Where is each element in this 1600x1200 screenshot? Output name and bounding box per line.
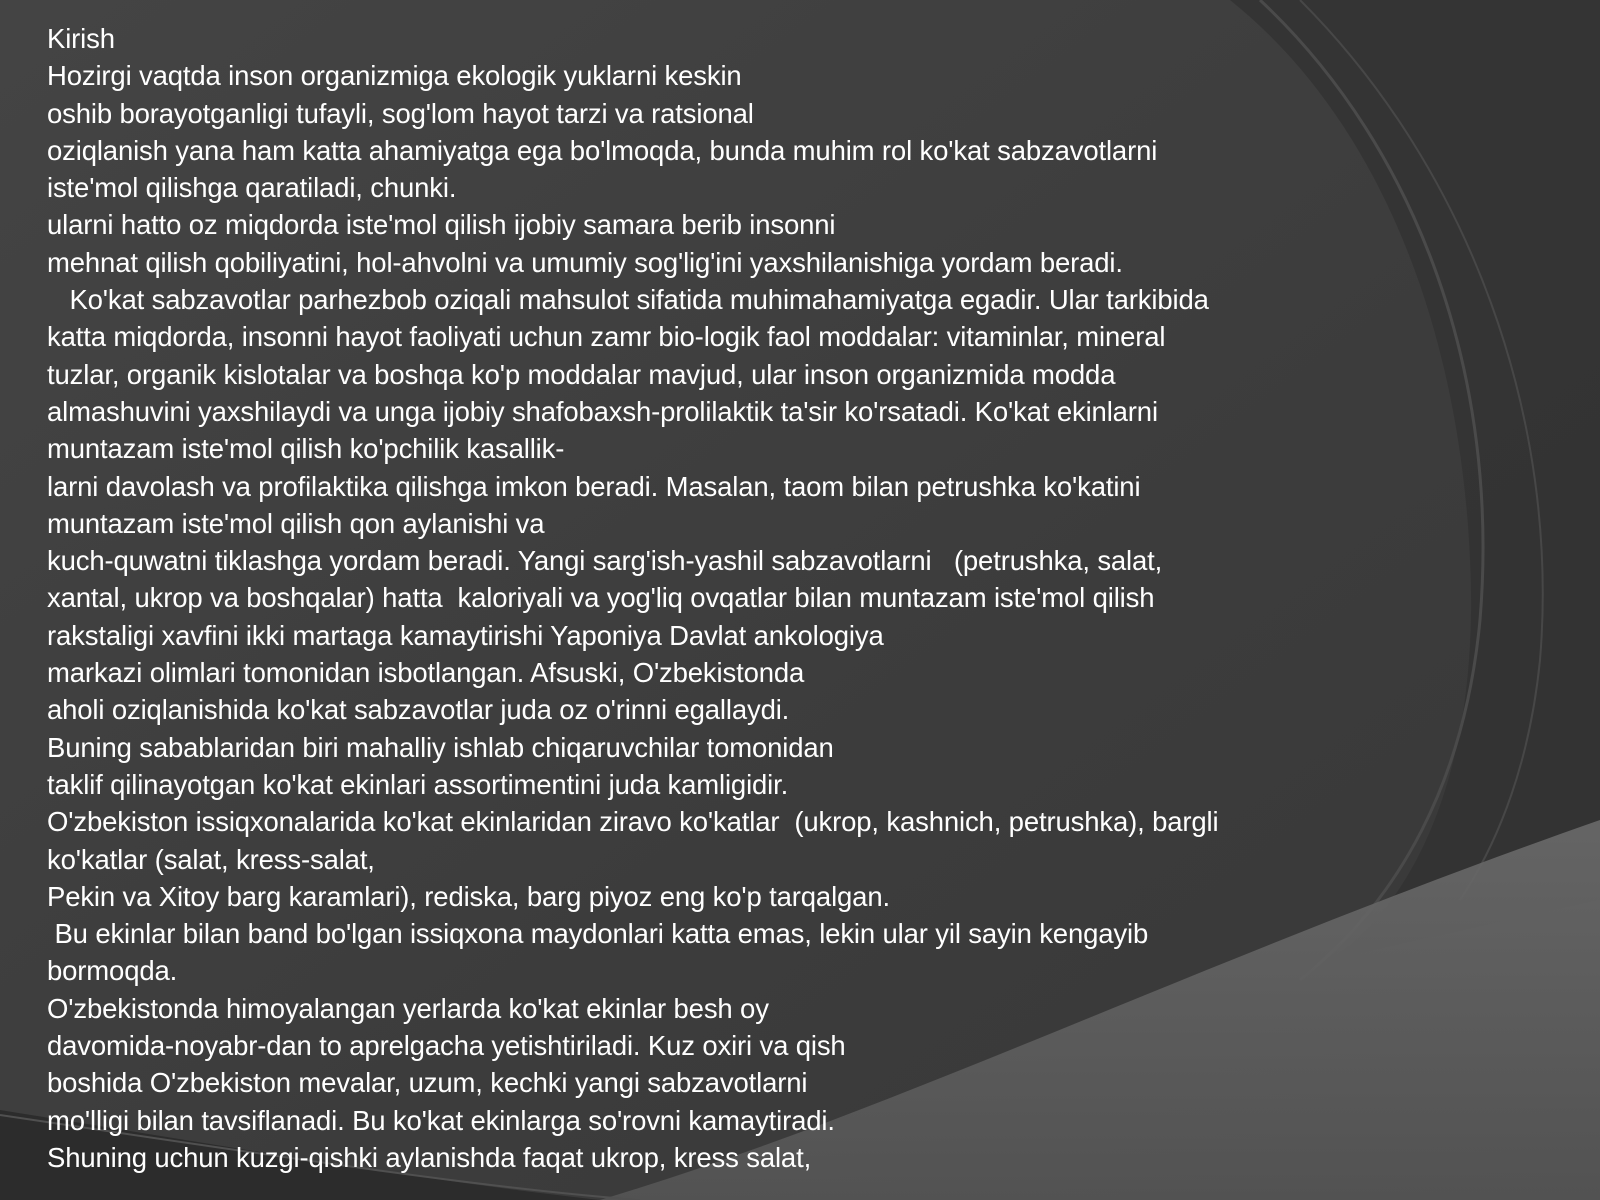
text-line: muntazam iste'mol qilish qon aylanishi va xyxy=(47,507,545,539)
text-line: Ko'kat sabzavotlar parhezbob oziqali mahsulot sifatida muhimahamiyatga egadir. Ular tarkibida xyxy=(47,284,1209,316)
text-line: tuzlar, organik kislotalar va boshqa ko'p moddalar mavjud, ular inson organizmida modda xyxy=(47,358,1116,390)
text-line: Hozirgi vaqtda inson organizmiga ekologik yuklarni keskin xyxy=(47,60,742,92)
text-line: kuch-quwatni tiklashga yordam beradi. Yangi sarg'ish-yashil sabzavotlarni (petrushka, salat, xyxy=(47,545,1163,577)
text-line: oziqlanish yana ham katta ahamiyatga ega bo'lmoqda, bunda muhim rol ko'kat sabzavotlarni xyxy=(47,134,1158,166)
text-line: rakstaligi xavfini ikki martaga kamaytirishi Yaponiya Davlat ankologiya xyxy=(47,619,884,651)
text-line: oshib borayotganligi tufayli, sog'lom hayot tarzi va ratsional xyxy=(47,97,754,129)
text-line: aholi oziqlanishida ko'kat sabzavotlar juda oz o'rinni egallaydi. xyxy=(47,694,790,726)
text-line: ko'katlar (salat, kress-salat, xyxy=(47,843,375,875)
slide-body-text xyxy=(47,20,1547,1176)
text-line: Shuning uchun kuzgi-qishki aylanishda faqat ukrop, kress salat, xyxy=(47,1141,812,1173)
text-line: mo'lligi bilan tavsiflanadi. Bu ko'kat ekinlarga so'rovni kamaytiradi. xyxy=(47,1104,835,1136)
text-line: O'zbekiston issiqxonalarida ko'kat ekinlaridan ziravo ko'katlar (ukrop, kashnich, petrushka), bargli xyxy=(47,806,1219,838)
text-line: katta miqdorda, insonni hayot faoliyati uchun zamr bio-logik faol moddalar: vitaminlar, mineral xyxy=(47,321,1166,353)
text-line: Pekin va Xitoy barg karamlari), rediska, barg piyoz eng ko'p tarqalgan. xyxy=(47,880,890,912)
text-line: markazi olimlari tomonidan isbotlangan. Afsuski, O'zbekistonda xyxy=(47,657,805,689)
text-line: taklif qilinayotgan ko'kat ekinlari assortimentini juda kamligidir. xyxy=(47,768,789,800)
text-line: iste'mol qilishga qaratiladi, chunki. xyxy=(47,172,457,204)
text-line: almashuvini yaxshilaydi va unga ijobiy shafobaxsh-prolilaktik ta'sir ko'rsatadi. Ko'kat ekinlarni xyxy=(47,395,1158,427)
text-line: boshida O'zbekiston mevalar, uzum, kechki yangi sabzavotlarni xyxy=(47,1067,808,1099)
text-line: Buning sabablaridan biri mahalliy ishlab chiqaruvchilar tomonidan xyxy=(47,731,834,763)
text-line: larni davolash va profilaktika qilishga imkon beradi. Masalan, taom bilan petrushka ko'katini xyxy=(47,470,1141,502)
text-line: O'zbekistonda himoyalangan yerlarda ko'kat ekinlar besh oy xyxy=(47,992,769,1024)
text-line: mehnat qilish qobiliyatini, hol-ahvolni va umumiy sog'lig'ini yaxshilanishiga yordam beradi. xyxy=(47,246,1123,278)
heading-kirish: Kirish xyxy=(47,23,115,54)
text-line: bormoqda. xyxy=(47,955,178,987)
text-line: ularni hatto oz miqdorda iste'mol qilish ijobiy samara berib insonni xyxy=(47,209,836,241)
text-line: Bu ekinlar bilan band bo'lgan issiqxona maydonlari katta emas, lekin ular yil sayin kengayib xyxy=(47,918,1149,950)
text-line: xantal, ukrop va boshqalar) hatta kaloriyali va yog'liq ovqatlar bilan muntazam iste'mol qilish xyxy=(47,582,1155,614)
text-line: davomida-noyabr-dan to aprelgacha yetishtiriladi. Kuz oxiri va qish xyxy=(47,1030,846,1062)
text-line: muntazam iste'mol qilish ko'pchilik kasallik- xyxy=(47,433,565,465)
